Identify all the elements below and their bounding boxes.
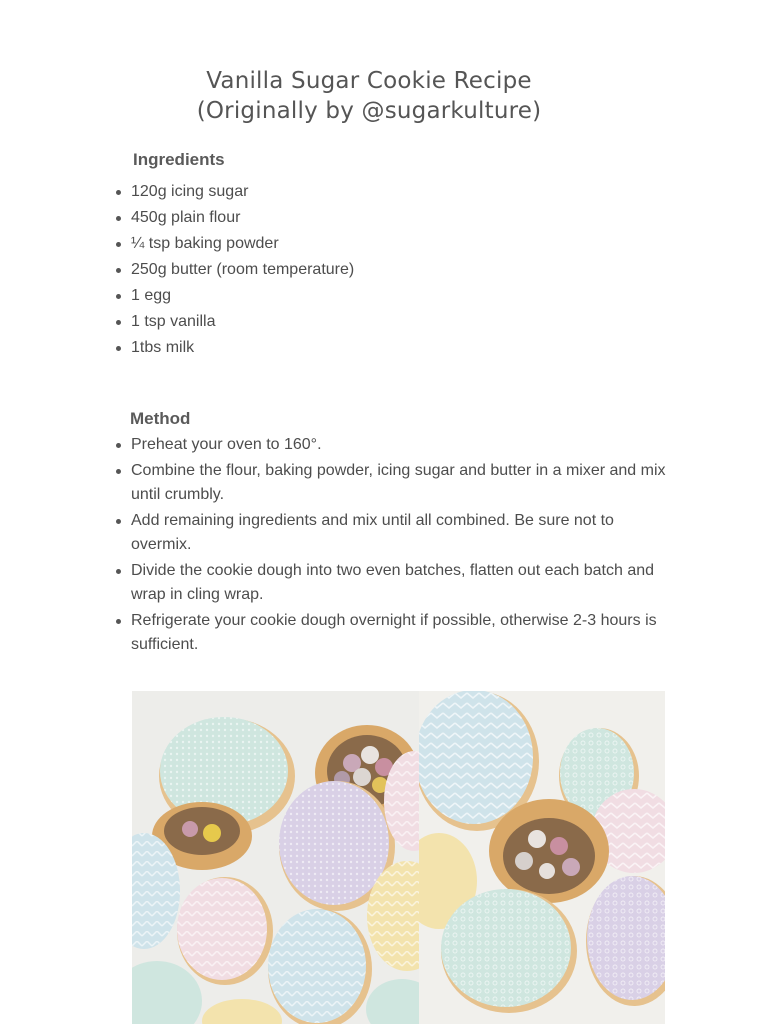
method-step: Refrigerate your cookie dough overnight if possible, otherwise 2-3 hours is sufficient.: [115, 609, 675, 657]
page-title: [0, 66, 738, 126]
method-step: Add remaining ingredients and mix until all combined. Be sure not to overmix.: [115, 509, 675, 557]
ingredient-item: 250g butter (room temperature): [115, 258, 675, 282]
ingredients-heading: Ingredients: [133, 150, 225, 169]
ingredients-list: [115, 180, 675, 362]
ingredient-item: ¼ tsp baking powder: [115, 232, 675, 256]
cookie-photo-left: [132, 691, 419, 1024]
ingredient-item: 1 egg: [115, 284, 675, 308]
ingredient-item: 1 tsp vanilla: [115, 310, 675, 334]
method-heading: Method: [130, 409, 191, 428]
title-line-2: (Originally by @sugarkulture): [196, 98, 542, 124]
cookie-photo-right-illustration: [419, 691, 665, 1024]
method-step: Divide the cookie dough into two even batches, flatten out each batch and wrap in cling wrap.: [115, 559, 675, 607]
cookie-photo-right: [419, 691, 665, 1024]
method-list: [115, 433, 675, 659]
cookie-photo-left-illustration: [132, 691, 419, 1024]
ingredient-item: 1tbs milk: [115, 336, 675, 360]
title-line-1: Vanilla Sugar Cookie Recipe: [206, 68, 532, 94]
method-step: Combine the flour, baking powder, icing sugar and butter in a mixer and mix until crumbly.: [115, 459, 675, 507]
method-step: Preheat your oven to 160°.: [115, 433, 675, 457]
ingredient-item: 450g plain flour: [115, 206, 675, 230]
ingredient-item: 120g icing sugar: [115, 180, 675, 204]
